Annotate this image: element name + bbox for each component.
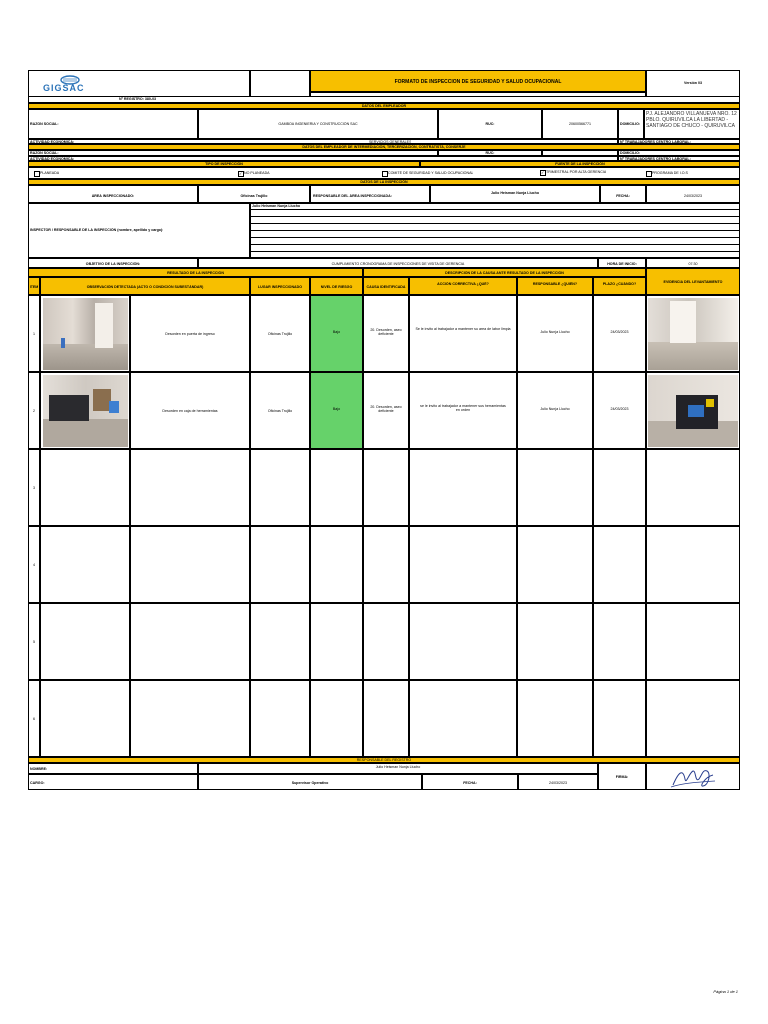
nombre-label-cell: NOMBRE: xyxy=(28,763,198,774)
col-responsable: RESPONSABLE ¿QUIÉN? xyxy=(517,277,593,295)
observation-text-cell: Desorden en puerta de ingreso xyxy=(130,295,250,372)
firma-cell xyxy=(646,763,740,790)
responsable-label-cell: RESPONSABLE DEL ÁREA INSPECCIONADA: xyxy=(310,185,430,203)
col-lugar: LUGAR INSPECCIONADO xyxy=(250,277,310,295)
cargo-value-cell: Supervisor Operativo xyxy=(198,774,422,790)
logo-cell xyxy=(28,70,250,97)
no-planeada-checkbox[interactable]: ✓ xyxy=(239,171,243,176)
section-header: DATOS DEL EMPLEADOR xyxy=(28,103,740,109)
registro-number: Nº REGISTRO: 380-03 xyxy=(119,97,157,101)
page-number: Página 1 de 1 xyxy=(713,989,738,994)
table-row-item: 4 xyxy=(28,526,40,603)
table-row-item: 3 xyxy=(28,449,40,526)
col-observacion: OBSERVACIÓN DETECTADA (ACTO O CONDICIÓN SUBESTÁNDAR) xyxy=(40,277,250,295)
registro-fecha-value-cell: 24/03/2023 xyxy=(518,774,598,790)
evidence-photo xyxy=(648,298,738,370)
evidencia-header: EVIDENCIA DEL LEVANTAMIENTO xyxy=(646,268,740,295)
version-cell xyxy=(646,70,740,97)
domicilio-value-cell: PJ. ALEJANDRO VILLANUEVA NRO. 12 PBLO. QUIRUVILCA LA LIBERTAD - SANTIAGO DE CHUCO - QUIRUVILCA xyxy=(644,109,740,139)
inspector-label-cell: INSPECTOR / RESPONSABLE DE LA INSPECCIÓN (nombre, apellido y cargo): xyxy=(28,203,250,258)
area-value-cell: Oficinas Trujillo xyxy=(198,185,310,203)
evidence-photo-cell xyxy=(646,372,740,449)
firma-label-cell: FIRMA: xyxy=(598,763,646,790)
razon-label-cell: RAZON SOCIAL: xyxy=(28,109,198,139)
evidence-photo xyxy=(648,375,738,447)
resultado-header: RESULTADO DE LA INSPECCIÓN xyxy=(28,268,363,277)
causa-cell: 20. Desorden, aseo deficiente xyxy=(363,295,409,372)
lugar-cell: Oficinas Trujillo xyxy=(250,295,310,372)
plazo-cell: 24/03/2023 xyxy=(593,372,646,449)
plazo-cell: 24/03/2023 xyxy=(593,295,646,372)
table-row-item: 2 xyxy=(28,372,40,449)
fecha-label-cell: FECHA: xyxy=(600,185,646,203)
lugar-cell: Oficinas Trujillo xyxy=(250,372,310,449)
responsable-cell: Julio Nunja Llucho xyxy=(517,295,593,372)
evidence-photo-cell xyxy=(646,295,740,372)
trimestral-checkbox[interactable]: ✓ xyxy=(541,170,545,175)
observation-photo xyxy=(43,298,128,370)
observation-text-cell: Desorden en caja de herramientas xyxy=(130,372,250,449)
objetivo-label-cell: OBJETIVO DE LA INSPECCIÓN: xyxy=(28,258,198,268)
accion-cell: Se le invito al trabajador a mantener su area de labor limpia xyxy=(409,295,517,372)
hora-value-cell: 07:30 xyxy=(646,258,740,268)
responsable-value-cell: Julio Heisman Nunja Llucho xyxy=(430,185,600,203)
int-razon-cell: RAZON SOCIAL: xyxy=(28,150,438,156)
version-label: Versión 03 xyxy=(684,81,702,85)
registro-fecha-label-cell: FECHA: xyxy=(422,774,518,790)
company-logo: GIGSAC xyxy=(37,74,107,94)
inspector-value-cell: Julio Heisman Nunja Llucho xyxy=(250,203,740,258)
int-actividad-cell: ACTIVIDAD ECONOMICA: xyxy=(28,156,618,161)
hora-label-cell: HORA DE INICIO: xyxy=(598,258,646,268)
table-row-item: 5 xyxy=(28,603,40,680)
trabajadores-cell: Nº TRABAJADORES CENTRO LABORAL: xyxy=(618,139,740,144)
responsable-cell: Julio Nunja Llucho xyxy=(517,372,593,449)
observation-photo-cell xyxy=(40,372,130,449)
observation-photo xyxy=(43,375,128,447)
razon-value-cell: GAMBOA INGENIERIA Y CONSTRUCCIÓN SAC xyxy=(198,109,438,139)
ruc-label-cell: RUC: xyxy=(438,109,542,139)
table-row-item: 6 xyxy=(28,680,40,757)
int-trabajadores-cell: Nº TRABAJADORES CENTRO LABORAL: xyxy=(618,156,740,161)
causa-cell: 20. Desorden, aseo deficiente xyxy=(363,372,409,449)
form-title-cell xyxy=(310,70,646,92)
accion-cell: se le invito al trabajador a mantener sus herramientas en orden xyxy=(409,372,517,449)
fecha-value-cell: 24/03/2023 xyxy=(646,185,740,203)
riesgo-cell: Bajo xyxy=(310,372,363,449)
table-row-item: 1 xyxy=(28,295,40,372)
domicilio-label-cell: DOMICILIO: xyxy=(618,109,644,139)
col-riesgo: NIVEL DE RIESGO xyxy=(310,277,363,295)
cargo-label-cell: CARGO: xyxy=(28,774,198,790)
observation-photo-cell xyxy=(40,295,130,372)
section-header: RESPONSABLE DEL REGISTRO xyxy=(28,757,740,763)
form-title: FORMATO DE INSPECCIÓN DE SEGURIDAD Y SALUD OCUPACIONAL xyxy=(394,79,562,85)
objetivo-value-cell: CUMPLIMIENTO CRONOGRAMA DE INSPECCIONES DE VISITA DE GERENCIA xyxy=(198,258,598,268)
tipo-header: TIPO DE INSPECCIÓN xyxy=(28,161,420,167)
int-ruc-cell: RUC: xyxy=(438,150,542,156)
actividad-row: ACTIVIDAD ECONOMICA: SERVICIOS GENERALES xyxy=(28,139,618,144)
descripcion-header: DESCRIPCIÓN DE LA CAUSA ANTE RESULTADO DE LA INSPECCIÓN xyxy=(363,268,646,277)
section-header: DATOS DE LA INSPECCIÓN xyxy=(28,179,740,185)
col-item: ITEM xyxy=(28,277,40,295)
riesgo-cell: Bajo xyxy=(310,295,363,372)
int-domicilio-cell: DOMICILIO: xyxy=(618,150,740,156)
fuente-header: FUENTE DE LA INSPECCIÓN xyxy=(420,161,740,167)
nombre-value-cell: Julio Heisman Nunja Llucho xyxy=(198,763,598,774)
col-causa: CAUSA IDENTIFICADA xyxy=(363,277,409,295)
signature xyxy=(669,765,719,790)
ruc-value-cell: 20600566771 xyxy=(542,109,618,139)
section-header: DATOS DEL EMPLEADOR DE INTERMEDIACIÓN, TERCERIZACIÓN, CONTRATISTA, CONSERJE xyxy=(28,144,740,150)
col-accion: ACCIÓN CORRECTIVA ¿QUÉ? xyxy=(409,277,517,295)
area-label-cell: ÁREA INSPECCIONADO: xyxy=(28,185,198,203)
blank-cell xyxy=(250,70,310,97)
tipo-row: PLANEADA ✓ NO PLANEADA COMITÉ DE SEGURIDAD Y SALUD OCUPACIONAL ✓ TRIMESTRAL POR ALTA GERENCIA PROGRAMA DE I.O.S xyxy=(28,167,740,179)
col-plazo: PLAZO ¿CUÁNDO? xyxy=(593,277,646,295)
